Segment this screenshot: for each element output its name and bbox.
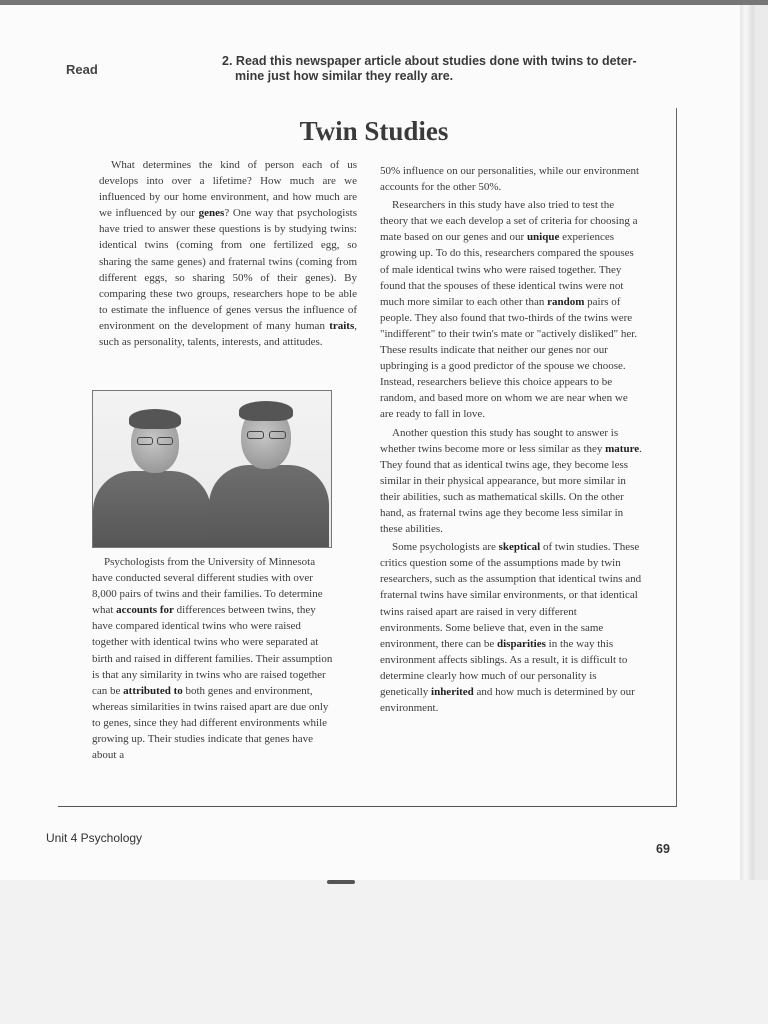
vocab-disparities: disparities xyxy=(496,637,546,650)
twins-photo xyxy=(92,390,332,548)
vocab-attributed-to: attributed to xyxy=(123,684,183,697)
text-run: differences between twins, they have compared identical twins who were raised together with identical twins who were separated at birth and raised in different families. Their assumption is that any similarity in twins who are raised together can be xyxy=(92,604,333,697)
text-run: of twin studies. These critics question some of the assumptions made by twin researchers, such as the assumption that identical twins and fraternal twins have similar environments, or that identical twins raised apart are raised in very different environments. Some believe that, even in the same environment, there can be xyxy=(380,541,642,650)
paragraph-intro xyxy=(99,157,357,350)
text-run: Another question this study has sought to answer is whether twins become more or less similar as they xyxy=(380,426,619,455)
vocab-inherited: inherited xyxy=(431,686,474,698)
twin-left-figure xyxy=(93,391,213,547)
unit-label: Unit 4 Psychology xyxy=(46,831,143,845)
text-run: and how much is determined by our environment. xyxy=(380,686,635,715)
text-run: experiences growing up. To do this, researchers compared the spouses of male identical twins who were raised together. They found that the spouses of these identical twins were not much more similar to each other than xyxy=(380,231,634,308)
column-1-bottom xyxy=(92,554,338,763)
exercise-instruction xyxy=(222,54,682,84)
column-1-top xyxy=(99,157,357,350)
paragraph-minnesota xyxy=(92,554,338,763)
background-surface xyxy=(0,880,768,1024)
vocab-random: random xyxy=(547,295,585,308)
text-run: Some psychologists are xyxy=(392,541,499,554)
paragraph-skeptical xyxy=(380,539,642,716)
vocab-mature: mature xyxy=(605,442,640,455)
text-run: , such as personality, talents, interests, and attitudes. xyxy=(99,319,357,349)
text-run: . They found that as identical twins age, they become less similar in their physical appearance, but more similar in their abilities, such as mathematical skills. On the other hand, as fraternal twins age they become less similar in these abilities. xyxy=(380,442,642,536)
text-run: ? One way that psychologists have tried to answer these questions is by studying twins: identical twins (coming from one fertilized egg, so sharing the same genes) and fraternal twins (coming from different eggs, so sharing 50% of their genes). By comparing these two groups, researchers hope to be able to estimate the influence of genes versus the influence of environment on the development of many human xyxy=(99,207,357,332)
instruction-number: 2. xyxy=(222,54,233,68)
vocab-accounts-for: accounts for xyxy=(116,604,174,617)
instruction-line-2: mine just how similar they really are. xyxy=(235,69,454,83)
paragraph-mature xyxy=(380,425,642,538)
page-number: 69 xyxy=(656,842,670,856)
vocab-skeptical: skeptical xyxy=(498,541,541,554)
text-run: Researchers in this study have also tried to test the theory that we each develop a set of criteria for choosing a mate based on our genes and our xyxy=(380,199,638,244)
text-run: What determines the kind of person each of us develops into over a lifetime? How much are we influenced by our home environment, and how much are we influenced by our xyxy=(99,159,357,220)
paragraph-mates xyxy=(380,197,642,422)
article-title: Twin Studies xyxy=(299,116,449,146)
text-run: both genes and environment, whereas similarities in twins raised apart are due only to genes, since they had different environments while growing up. Their studies indicate that genes have about a xyxy=(92,684,329,762)
vocab-genes: genes xyxy=(198,207,225,220)
instruction-line-1: Read this newspaper article about studies done with twins to deter- xyxy=(235,54,637,68)
column-2 xyxy=(380,163,642,716)
vocab-traits: traits xyxy=(329,319,355,332)
scan-top-edge xyxy=(0,0,768,5)
paragraph-continued: 50% influence on our personalities, while our environment accounts for the other 50%. xyxy=(380,165,640,194)
text-run: pairs of people. They also found that two-thirds of the twins were "indifferent" to their twin's mate or "actively disliked" her. These results indicate that neither our genes nor our upbringing is a good predictor of the spouse we choose. Instead, researchers believe this choice appears to be random, and based more on whom we are near when we are ready to fall in love. xyxy=(380,295,638,421)
scan-smudge xyxy=(327,880,355,884)
text-run: Psychologists from the University of Minnesota have conducted several different studies with over 8,000 pairs of twins and their families. To determine what xyxy=(92,556,323,617)
text-run: in the way this environment affects siblings. As a result, it is difficult to determine clearly how much of our personality is genetically xyxy=(380,637,628,698)
vocab-unique: unique xyxy=(526,231,560,244)
twin-right-figure xyxy=(207,391,331,547)
section-label: Read xyxy=(66,62,98,77)
